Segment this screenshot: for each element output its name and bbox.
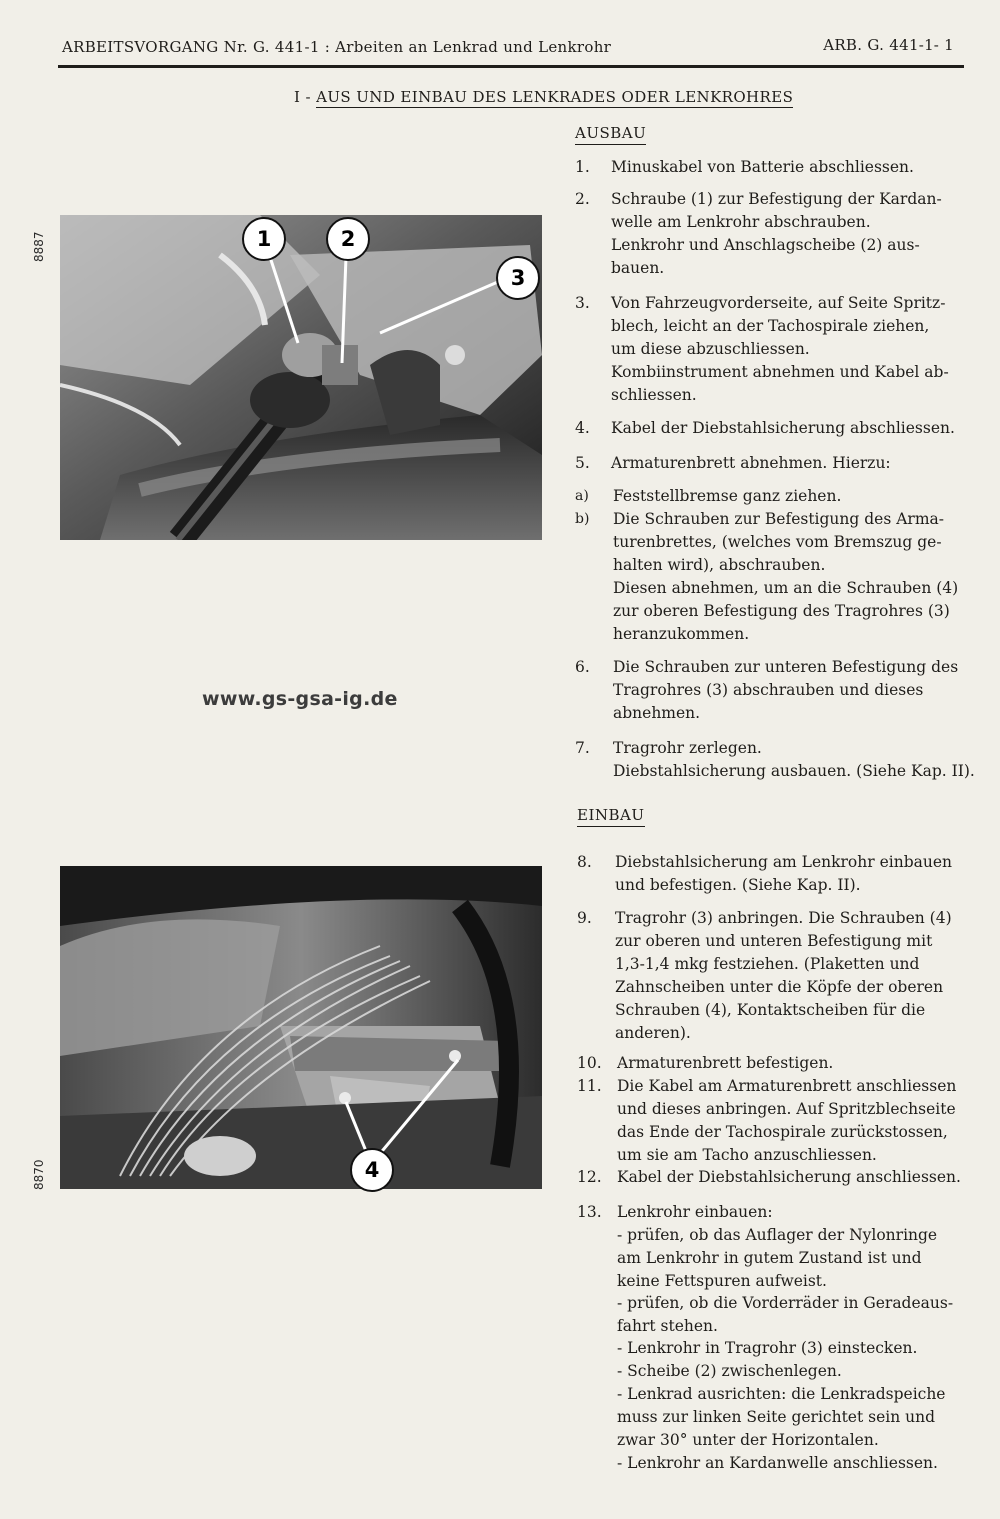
step-5: 5. Armaturenbrett abnehmen. Hierzu: bbox=[575, 454, 891, 472]
photo-steering-shaft bbox=[60, 215, 542, 540]
step-5b: b) Die Schrauben zur Befestigung des Arma- turenbrettes, (welches vom Bremszug ge- halten wird), abschrauben. Diesen abnehmen, um an die Schrauben (4) zur oberen Befestigung des Tragrohres (3) heranzukommen. bbox=[575, 510, 959, 643]
step-12: 12. Kabel der Diebstahlsicherung anschliessen. bbox=[577, 1168, 961, 1186]
step-9: 9. Tragrohr (3) anbringen. Die Schrauben (4) zur oberen und unteren Befestigung mit 1,3-1,4 mkg festziehen. (Plaketten und Zahnscheiben unter die Köpfe der oberen Schrauben (4), Kontaktscheiben für die anderen). bbox=[577, 909, 952, 1042]
step-8: 8. Diebstahlsicherung am Lenkrohr einbauen und befestigen. (Siehe Kap. II). bbox=[577, 853, 952, 894]
figure-code-top: 8887 bbox=[32, 231, 46, 262]
substep-2: - prüfen, ob die Vorderräder in Geradeaus- fahrt stehen. bbox=[617, 1294, 954, 1335]
step-7: 7. Tragrohr zerlegen. Diebstahlsicherung ausbauen. (Siehe Kap. II). bbox=[575, 739, 975, 780]
step-10: 10. Armaturenbrett befestigen. bbox=[577, 1054, 834, 1072]
step-5a: a) Feststellbremse ganz ziehen. bbox=[575, 487, 842, 505]
substep-1: - prüfen, ob das Auflager der Nylonringe am Lenkrohr in gutem Zustand ist und keine Fettspuren aufweist. bbox=[617, 1226, 938, 1290]
step-2: 2. Schraube (1) zur Befestigung der Kardan- welle am Lenkrohr abschrauben. Lenkrohr und Anschlagscheibe (2) aus- bauen. bbox=[575, 190, 942, 277]
substep-6: - Lenkrohr an Kardanwelle anschliessen. bbox=[617, 1454, 938, 1472]
section-title-text: AUS UND EINBAU DES LENKRADES ODER LENKROHRES bbox=[316, 88, 794, 106]
section-title-prefix: I - bbox=[294, 88, 317, 106]
website-url: www.gs-gsa-ig.de bbox=[202, 688, 398, 710]
callout-marker-3: 3 bbox=[496, 256, 540, 300]
callout-marker-1: 1 bbox=[242, 217, 286, 261]
ausbau-heading: AUSBAU bbox=[575, 124, 646, 142]
section-title bbox=[294, 88, 793, 106]
page-number: - 1 bbox=[933, 36, 954, 54]
step-4: 4. Kabel der Diebstahlsicherung abschliessen. bbox=[575, 419, 955, 437]
header-rule bbox=[58, 65, 964, 68]
step-13: 13. Lenkrohr einbauen: bbox=[577, 1203, 773, 1221]
substep-4: - Scheibe (2) zwischenlegen. bbox=[617, 1362, 842, 1380]
header-ref: ARB. G. 441-1 bbox=[823, 36, 934, 54]
step-11: 11. Die Kabel am Armaturenbrett anschliessen und dieses anbringen. Auf Spritzblechseite das Ende der Tachospirale zurückstossen, um sie am Tacho anzuschliessen. bbox=[577, 1077, 957, 1164]
figure-code-bottom: 8870 bbox=[32, 1159, 46, 1190]
step-1: 1. Minuskabel von Batterie abschliessen. bbox=[575, 158, 914, 176]
photo-support-tube bbox=[60, 866, 542, 1189]
callout-marker-4: 4 bbox=[350, 1148, 394, 1192]
einbau-heading: EINBAU bbox=[577, 806, 645, 824]
step-3: 3. Von Fahrzeugvorderseite, auf Seite Spritz- blech, leicht an der Tachospirale ziehen, um diese abzuschliessen. Kombiinstrument abnehmen und Kabel ab- schliessen. bbox=[575, 294, 949, 404]
substep-5: - Lenkrad ausrichten: die Lenkradspeiche muss zur linken Seite gerichtet sein und zwar 30° unter der Horizontalen. bbox=[617, 1385, 946, 1449]
header-title: ARBEITSVORGANG Nr. G. 441-1 : Arbeiten an Lenkrad und Lenkrohr bbox=[62, 38, 612, 56]
substep-3: - Lenkrohr in Tragrohr (3) einstecken. bbox=[617, 1339, 918, 1357]
page-header bbox=[60, 34, 964, 64]
step-6: 6. Die Schrauben zur unteren Befestigung des Tragrohres (3) abschrauben und dieses abnehmen. bbox=[575, 658, 959, 722]
callout-marker-2: 2 bbox=[326, 217, 370, 261]
